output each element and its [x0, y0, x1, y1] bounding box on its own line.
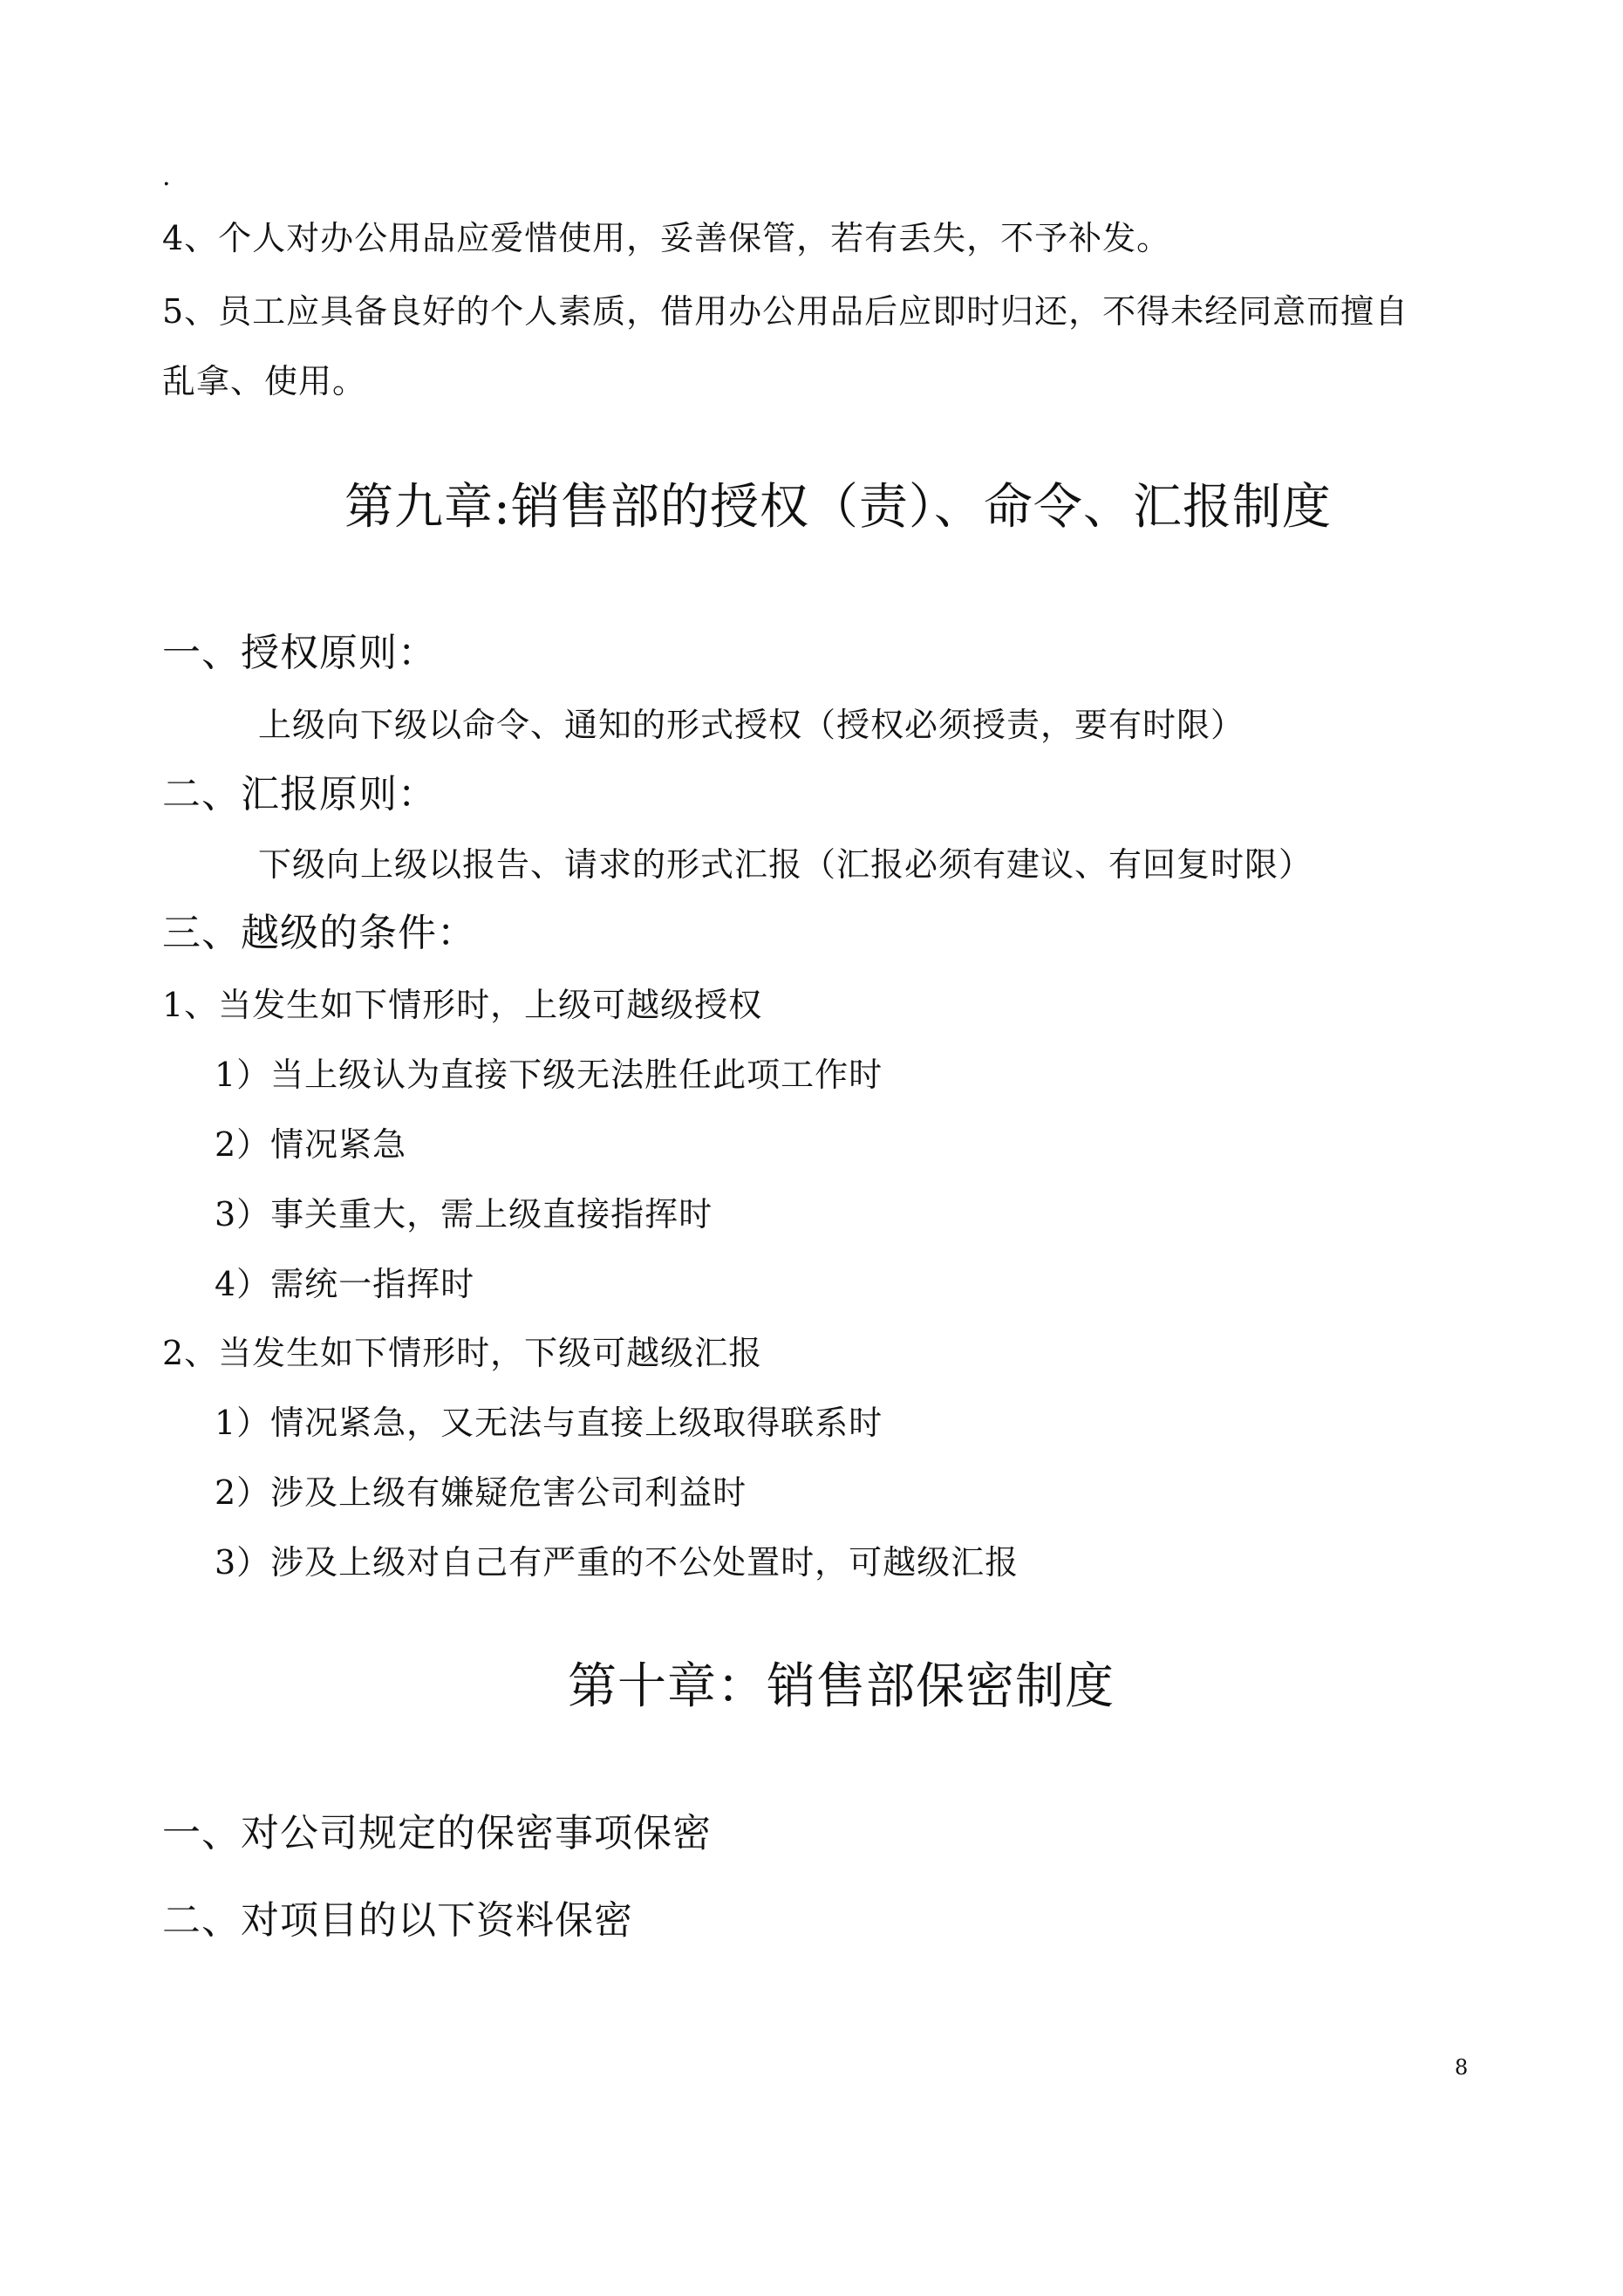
- condition-2-item: 3）涉及上级对自己有严重的不公处置时，可越级汇报: [215, 1543, 1019, 1582]
- leading-dot: .: [162, 161, 171, 192]
- chapter-10-title: 第十章：销售部保密制度: [568, 1658, 1115, 1715]
- section-skip-level-heading: 三、越级的条件：: [162, 911, 476, 955]
- confidentiality-item: 二、对项目的以下资料保密: [162, 1898, 633, 1943]
- condition-1-item: 3）事关重大，需上级直接指挥时: [215, 1195, 713, 1233]
- condition-2-item: 2）涉及上级有嫌疑危害公司利益时: [215, 1473, 747, 1512]
- condition-2: 2、当发生如下情形时，下级可越级汇报: [162, 1334, 763, 1372]
- paragraph-item-5: 5、员工应具备良好的个人素质，借用办公用品后应即时归还，不得未经同意而擅自: [162, 292, 1409, 331]
- paragraph-item-5-continued: 乱拿、使用。: [162, 362, 367, 400]
- section-authorization-body: 上级向下级以命令、通知的形式授权（授权必须授责，要有时限）: [258, 706, 1245, 744]
- condition-1-item: 2）情况紧急: [215, 1125, 407, 1164]
- condition-2-item: 1）情况紧急，又无法与直接上级取得联系时: [215, 1404, 883, 1442]
- chapter-9-title: 第九章:销售部的授权（责）、命令、汇报制度: [344, 479, 1332, 536]
- condition-1-item: 1）当上级认为直接下级无法胜任此项工作时: [215, 1056, 883, 1094]
- paragraph-item-4: 4、个人对办公用品应爱惜使用，妥善保管，若有丢失，不予补发。: [162, 219, 1171, 257]
- condition-1-item: 4）需统一指挥时: [215, 1265, 475, 1303]
- condition-1: 1、当发生如下情形时，上级可越级授权: [162, 986, 763, 1024]
- confidentiality-item: 一、对公司规定的保密事项保密: [162, 1811, 712, 1855]
- section-report-heading: 二、汇报原则：: [162, 772, 437, 817]
- section-authorization-heading: 一、授权原则：: [162, 631, 437, 675]
- section-report-body: 下级向上级以报告、请求的形式汇报（汇报必须有建议、有回复时限）: [258, 845, 1313, 884]
- page-number: 8: [1455, 2055, 1469, 2080]
